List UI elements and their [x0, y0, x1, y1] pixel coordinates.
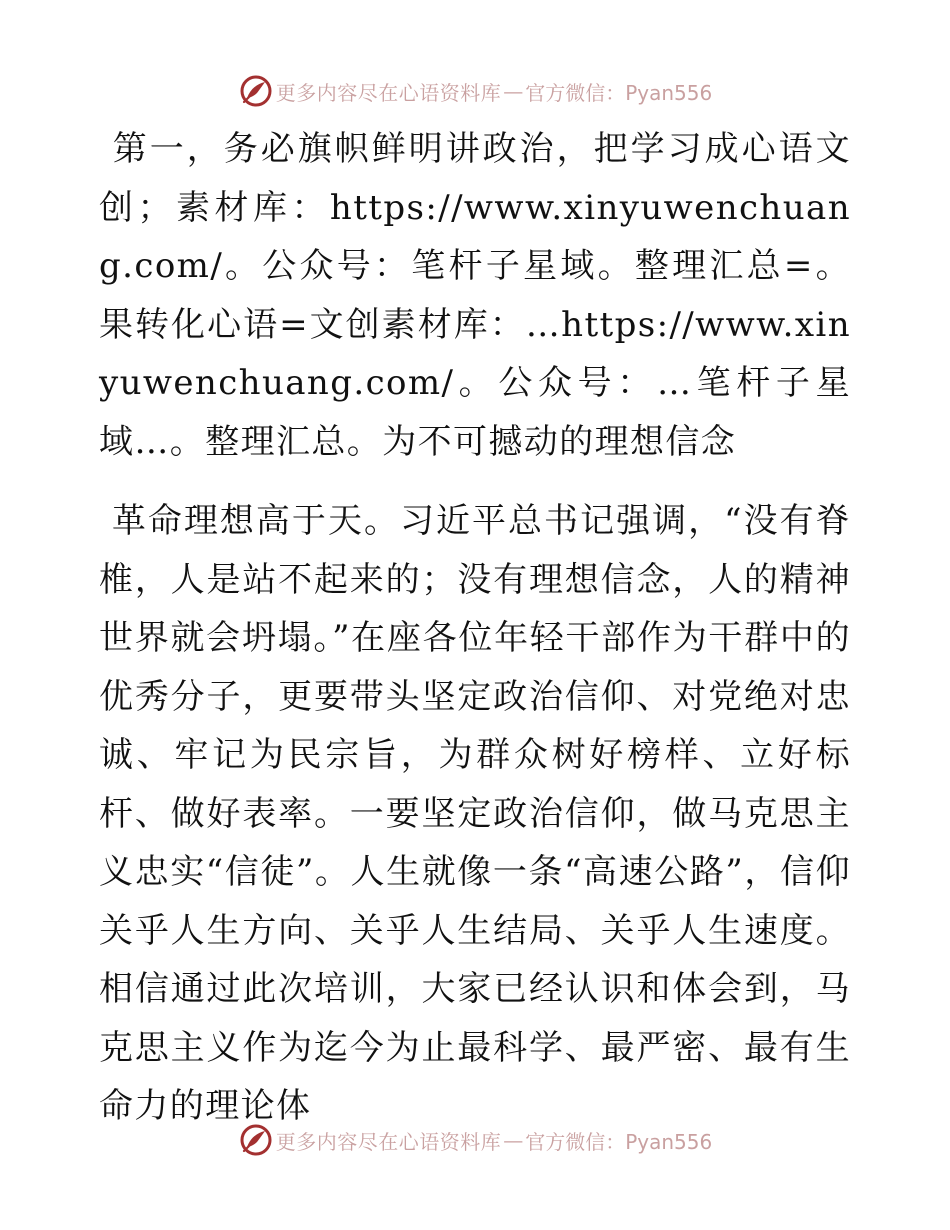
watermark-main-text: 更多内容尽在心语资料库	[275, 80, 502, 105]
header-watermark	[0, 71, 950, 111]
logo-icon	[238, 1122, 274, 1158]
watermark-main-text: 更多内容尽在心语资料库	[275, 1129, 502, 1154]
watermark-sub-text: 官方微信：Pyan556	[525, 1129, 713, 1154]
footer-watermark	[0, 1120, 950, 1160]
watermark-sub-text: 官方微信：Pyan556	[525, 80, 713, 105]
logo-icon	[238, 73, 274, 109]
watermark-separator: —	[503, 79, 524, 103]
paragraph-1: 第一，务必旗帜鲜明讲政治，把学习成心语文创；素材库：https://www.xinyuwenchuang.com/。公众号：笔杆子星域。整理汇总=。果转化心语=文创素材库：…https://www.xinyuwenchuang.com/。公众号：…笔杆子星域…。整理汇总。为不可撼动的理想信念	[99, 129, 851, 462]
paragraph-2: 革命理想高于天。习近平总书记强调，“没有脊椎，人是站不起来的；没有理想信念，人的精神世界就会坍塌。”在座各位年轻干部作为干群中的优秀分子，更要带头坚定政治信仰、对党绝对忠诚、牢记为民宗旨，为群众树好榜样、立好标杆、做好表率。一要坚定政治信仰，做马克思主义忠实“信徒”。人生就像一条“高速公路”，信仰关乎人生方向、关乎人生结局、关乎人生速度。相信通过此次培训，大家已经认识和体会到，马克思主义作为迄今为止最科学、最严密、最有生命力的理论体	[99, 501, 851, 1126]
document-body	[99, 120, 851, 1136]
watermark-separator: —	[503, 1128, 524, 1152]
